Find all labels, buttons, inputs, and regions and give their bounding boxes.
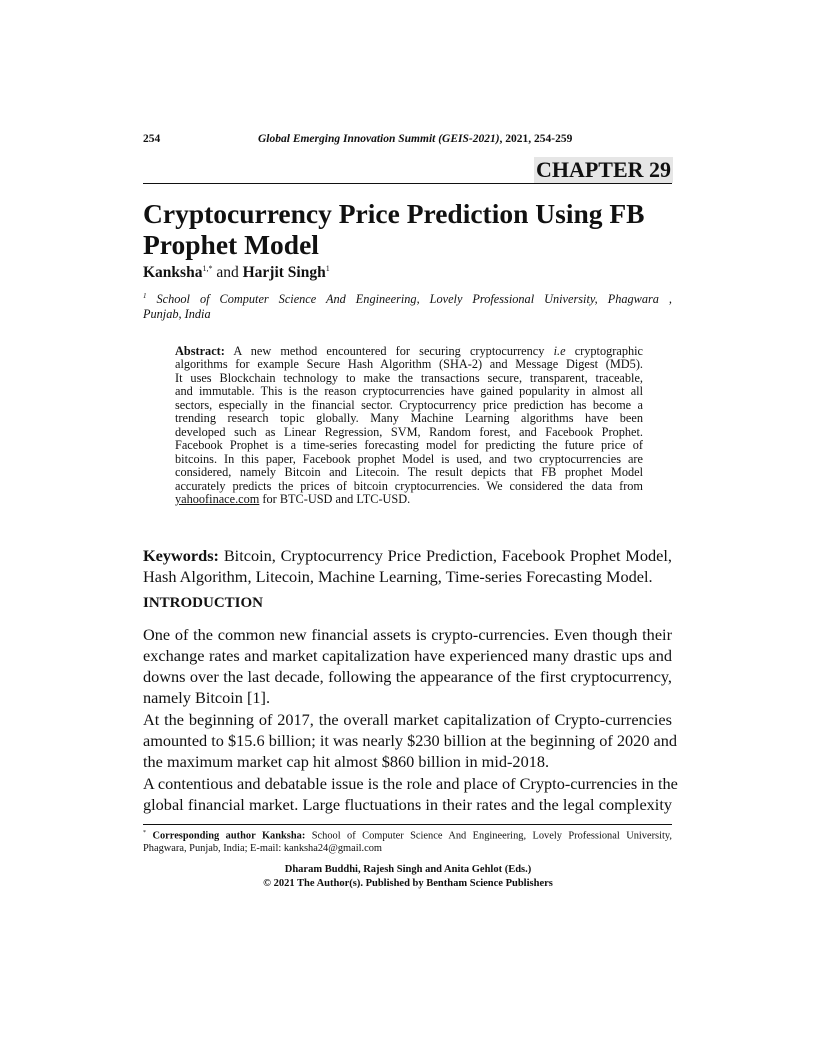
footnote	[143, 827, 672, 855]
journal-name: Global Emerging Innovation Summit (GEIS-2021)	[258, 133, 500, 145]
body-line: A contentious and debatable issue is the role and place of Crypto-currencies in the	[143, 774, 678, 793]
abstract-line: and immutable. This is the reason cryptocurrencies have gained popularity in almost all	[175, 384, 643, 399]
body-line: At the beginning of 2017, the overall market capitalization of Crypto-currencies	[143, 710, 672, 729]
paragraph-1	[143, 624, 672, 708]
abstract	[175, 345, 643, 506]
abstract-line: bitcoins. In this paper, Facebook prophet Model is used, and two cryptocurrencies are	[175, 451, 643, 466]
journal-citation	[258, 133, 572, 145]
author-2: Harjit Singh	[242, 264, 326, 282]
affiliation-line: School of Computer Science And Engineering, Lovely Professional University, Phagwara ,	[156, 292, 672, 307]
paragraph-2	[143, 709, 678, 772]
footnote-rule	[143, 824, 672, 825]
abstract-line: sectors, especially in the financial sector. Cryptocurrency price prediction has become a	[175, 397, 643, 412]
abstract-text: cryptographic	[574, 344, 643, 358]
editors: Dharam Buddhi, Rajesh Singh and Anita Gehlot (Eds.)	[284, 864, 532, 875]
header-rule	[143, 183, 672, 184]
keywords-label: Keywords:	[143, 546, 219, 565]
abstract-line: for BTC-USD and LTC-USD.	[259, 491, 411, 506]
abstract-label: Abstract:	[175, 344, 225, 358]
body-line: amounted to $15.6 billion; it was nearly $230 billion at the beginning of 2020 and	[143, 731, 678, 750]
abstract-line: developed such as Linear Regression, SVM, Random forest, and Facebook Prophet.	[175, 424, 643, 439]
body-line: exchange rates and market capitalization have experienced many drastic ups and	[143, 646, 672, 665]
authors-and: and	[216, 264, 239, 282]
journal-pages: , 2021, 254-259	[499, 133, 573, 145]
affiliation-sup: 1	[143, 292, 147, 300]
body-line: the maximum market cap hit almost $860 billion in mid-2018.	[143, 752, 550, 771]
yahoo-finance-link[interactable]: yahoofinace.com	[175, 491, 260, 506]
affiliation	[143, 289, 672, 321]
abstract-line: Facebook Prophet is a time-series forecasting model for predicting the future price of	[175, 438, 643, 453]
body-line: downs over the last decade, following the appearance of the first cryptocurrency,	[143, 667, 672, 686]
abstract-line: algorithms for example Secure Hash Algorithm (SHA-2) and Message Digest (MD5).	[175, 357, 643, 372]
footnote-label: Corresponding author Kanksha:	[152, 830, 306, 842]
abstract-text: A new method encountered for securing cryptocurrency	[233, 344, 545, 358]
chapter-label: CHAPTER 29	[535, 157, 671, 182]
keywords-text: Hash Algorithm, Litecoin, Machine Learning, Time-series Forecasting Model.	[143, 567, 653, 586]
author-1: Kanksha	[143, 264, 203, 282]
copyright: © 2021 The Author(s). Published by Bentham Science Publishers	[263, 878, 553, 889]
paper-title: Cryptocurrency Price Prediction Using FB Prophet Model	[143, 198, 645, 260]
page-number: 254	[143, 133, 161, 145]
paragraph-3	[143, 773, 678, 815]
keywords-text: Bitcoin, Cryptocurrency Price Prediction, Facebook Prophet Model,	[223, 546, 672, 565]
abstract-line: trending research topic globally. Many Machine Learning algorithms have been	[175, 411, 643, 426]
section-heading: INTRODUCTION	[143, 595, 264, 611]
footnote-text: Phagwara, Punjab, India; E-mail: kanksha24@gmail.com	[143, 843, 382, 855]
authors	[143, 264, 330, 282]
author-2-sup: 1	[325, 264, 330, 273]
affiliation-line: Punjab, India	[143, 306, 211, 321]
footnote-sup: *	[143, 830, 146, 836]
abstract-line: accurately predicts the prices of bitcoin cryptocurrencies. We considered the data from	[175, 478, 643, 493]
author-1-sup: 1,*	[202, 264, 213, 273]
keywords	[143, 545, 672, 587]
abstract-line: considered, namely Bitcoin and Litecoin. The result depicts that FB prophet Model	[175, 465, 643, 480]
abstract-text: i.e	[553, 344, 566, 358]
footnote-text: School of Computer Science And Engineering, Lovely Professional University,	[311, 830, 672, 842]
body-line: global financial market. Large fluctuations in their rates and the legal complexity	[143, 795, 672, 814]
abstract-line: It uses Blockchain technology to make the transactions secure, transparent, traceable,	[175, 370, 643, 385]
body-line: One of the common new financial assets is crypto-currencies. Even though their	[143, 625, 672, 644]
body-line: namely Bitcoin [1].	[143, 688, 271, 707]
